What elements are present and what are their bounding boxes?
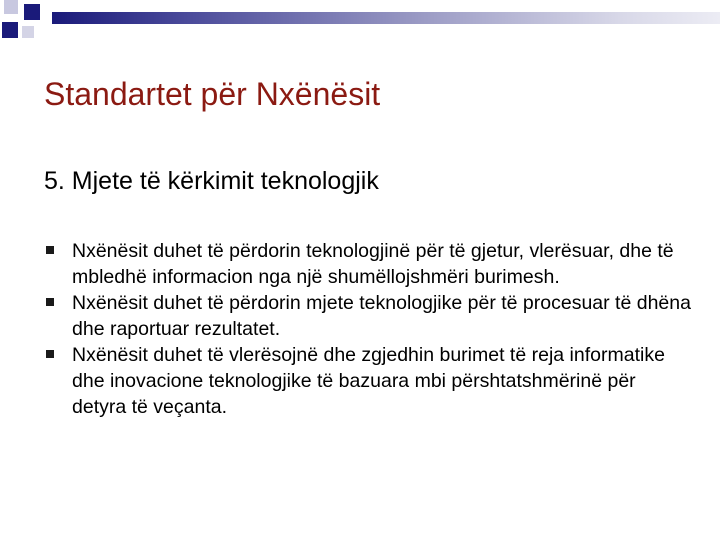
bullet-text: Nxënësit duhet të përdorin mjete teknologjike për të procesuar të dhëna dhe raportuar rezultatet. <box>72 292 691 340</box>
bullet-text: Nxënësit duhet të vlerësojnë dhe zgjedhin burimet të reja informatike dhe inovacione teknologjike të bazuara mbi përshtatshmërinë për detyra të veçanta. <box>72 344 665 418</box>
bullet-list <box>0 238 720 420</box>
slide-subtitle: 5. Mjete të kërkimit teknologjik <box>44 167 379 195</box>
list-item <box>0 342 720 420</box>
header-gradient-bar <box>52 12 720 24</box>
square-bullet-icon <box>46 298 54 306</box>
bullet-text: Nxënësit duhet të përdorin teknologjinë për të gjetur, vlerësuar, dhe të mbledhë informacion nga një shumëllojshmëri burimesh. <box>72 240 674 288</box>
list-item <box>0 238 720 290</box>
square-bullet-icon <box>46 350 54 358</box>
slide-title: Standartet për Nxënësit <box>44 76 381 112</box>
list-item <box>0 290 720 342</box>
corner-decoration <box>0 0 60 46</box>
square-bullet-icon <box>46 246 54 254</box>
